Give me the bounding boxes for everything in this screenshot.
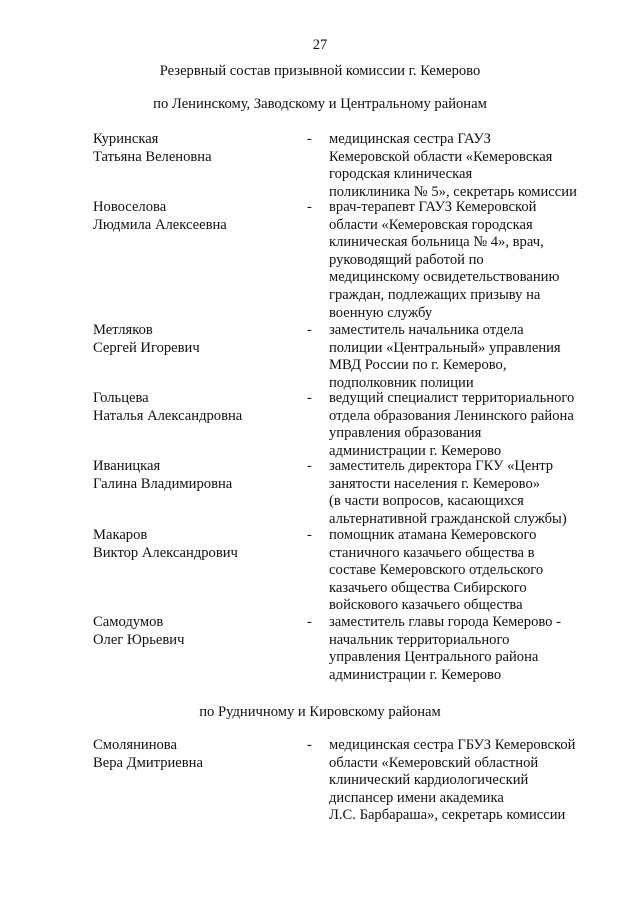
position-line: Кемеровской области «Кемеровская <box>329 148 553 165</box>
member-position <box>329 199 629 322</box>
member-name <box>93 527 293 562</box>
page-number: 27 <box>312 37 328 53</box>
position-line: начальник территориального <box>329 631 510 648</box>
member-given-names: Галина Владимировна <box>93 475 233 492</box>
member-position <box>329 390 629 460</box>
position-line: ведущий специалист территориального <box>329 390 575 406</box>
position-line: клиническая больница № 4», врач, <box>329 234 544 251</box>
position-line: (в части вопросов, касающихся <box>329 493 524 510</box>
separator-dash: - <box>307 458 312 474</box>
position-line: военную службу <box>329 304 433 321</box>
member-position <box>329 458 629 528</box>
member-position <box>329 614 629 684</box>
separator-dash: - <box>307 614 312 630</box>
member-position <box>329 131 629 201</box>
member-name <box>93 458 293 493</box>
position-line: подполковник полиции <box>329 374 474 391</box>
position-line: поликлиника № 5», секретарь комиссии <box>329 183 577 200</box>
document-title: Резервный состав призывной комиссии г. Кемерово <box>159 63 481 79</box>
position-line: медицинскому освидетельствованию <box>329 269 560 286</box>
member-given-names: Виктор Александрович <box>93 544 238 561</box>
member-surname: Самодумов <box>93 614 164 630</box>
position-line: занятости населения г. Кемерово» <box>329 475 541 492</box>
member-surname: Новоселова <box>93 199 167 215</box>
position-line: диспансер имени академика <box>329 789 504 806</box>
member-position <box>329 737 629 825</box>
member-name <box>93 737 293 772</box>
position-line: помощник атамана Кемеровского <box>329 527 537 543</box>
separator-dash: - <box>307 322 312 338</box>
member-given-names: Людмила Алексеевна <box>93 216 227 233</box>
member-surname: Куринская <box>93 131 159 147</box>
member-given-names: Сергей Игоревич <box>93 339 200 356</box>
member-surname: Иваницкая <box>93 458 161 474</box>
position-line: заместитель начальника отдела <box>329 322 524 338</box>
position-line: составе Кемеровского отдельского <box>329 562 544 579</box>
member-name <box>93 199 293 234</box>
position-line: управления Центрального района <box>329 649 539 666</box>
position-line: медицинская сестра ГАУЗ <box>329 131 491 147</box>
position-line: области «Кемеровская городская <box>329 216 533 233</box>
section-heading: по Ленинскому, Заводскому и Центральному районам <box>153 96 487 112</box>
position-line: городская клиническая <box>329 166 473 183</box>
position-line: клинический кардиологический <box>329 772 529 789</box>
member-name <box>93 322 293 357</box>
position-line: граждан, подлежащих призыву на <box>329 286 541 303</box>
member-name <box>93 131 293 166</box>
separator-dash: - <box>307 390 312 406</box>
position-line: станичного казачьего общества в <box>329 544 535 561</box>
position-line: администрации г. Кемерово <box>329 666 502 683</box>
position-line: МВД России по г. Кемерово, <box>329 357 507 374</box>
position-line: руководящий работой по <box>329 251 484 268</box>
member-name <box>93 390 293 425</box>
position-line: заместитель главы города Кемерово - <box>329 614 561 630</box>
position-line: медицинская сестра ГБУЗ Кемеровской <box>329 737 576 753</box>
position-line: Л.С. Барбараша», секретарь комиссии <box>329 807 566 824</box>
position-line: войскового казачьего общества <box>329 597 523 614</box>
member-position <box>329 322 629 392</box>
position-line: отдела образования Ленинского района <box>329 407 574 424</box>
member-given-names: Олег Юрьевич <box>93 631 185 648</box>
position-line: заместитель директора ГКУ «Центр <box>329 458 554 474</box>
separator-dash: - <box>307 131 312 147</box>
position-line: казачьего общества Сибирского <box>329 579 527 596</box>
position-line: управления образования <box>329 425 482 442</box>
separator-dash: - <box>307 527 312 543</box>
position-line: альтернативной гражданской службы) <box>329 510 567 527</box>
position-line: врач-терапевт ГАУЗ Кемеровской <box>329 199 537 215</box>
position-line: полиции «Центральный» управления <box>329 339 561 356</box>
section-heading: по Рудничному и Кировскому районам <box>199 704 441 720</box>
member-surname: Гольцева <box>93 390 149 406</box>
position-line: области «Кемеровский областной <box>329 754 539 771</box>
separator-dash: - <box>307 199 312 215</box>
member-position <box>329 527 629 615</box>
member-surname: Смолянинова <box>93 737 177 753</box>
member-surname: Макаров <box>93 527 148 543</box>
separator-dash: - <box>307 737 312 753</box>
member-given-names: Наталья Александровна <box>93 407 243 424</box>
member-given-names: Татьяна Веленовна <box>93 148 212 165</box>
member-given-names: Вера Дмитриевна <box>93 754 203 771</box>
member-surname: Метляков <box>93 322 153 338</box>
member-name <box>93 614 293 649</box>
position-line: администрации г. Кемерово <box>329 442 502 459</box>
